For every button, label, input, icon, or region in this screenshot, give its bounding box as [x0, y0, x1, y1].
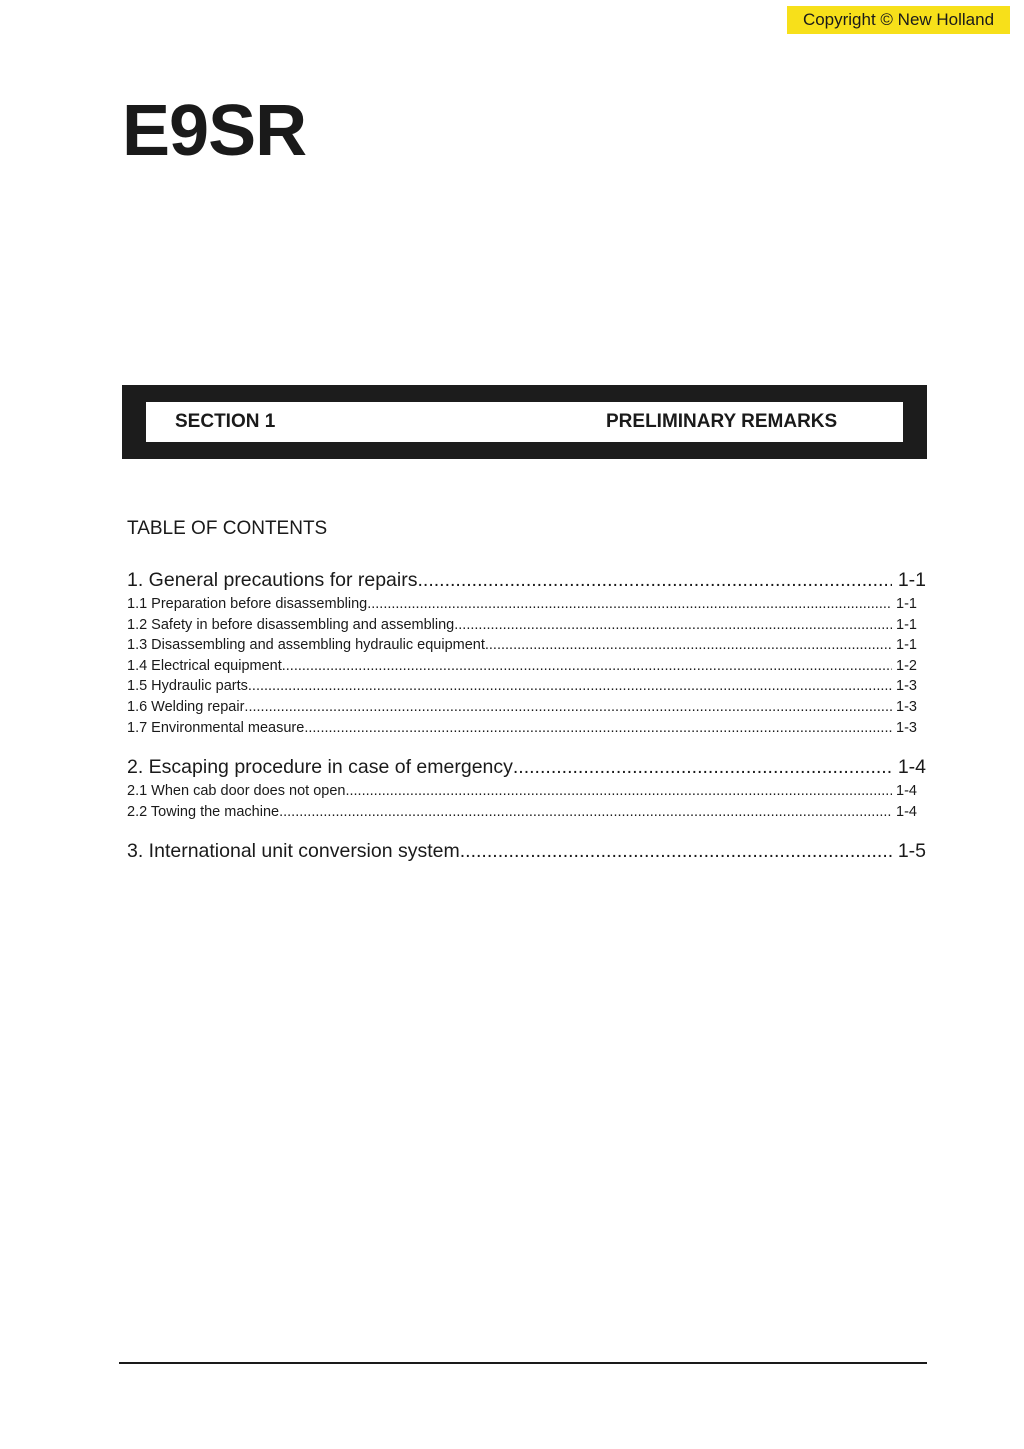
- toc-page-number: 1-1: [896, 637, 917, 654]
- toc-item-row[interactable]: [127, 656, 926, 677]
- section-banner: [122, 385, 927, 459]
- toc-item-row[interactable]: [127, 802, 926, 823]
- toc-leader-dots: [417, 566, 892, 594]
- toc-item-title: 1.5 Hydraulic parts: [127, 678, 248, 695]
- toc-leader-dots: [485, 635, 892, 656]
- toc-page-number: 1-1: [897, 569, 926, 591]
- section-name: PRELIMINARY REMARKS: [606, 411, 838, 432]
- toc-chapter: [127, 753, 926, 822]
- toc-page-number: 1-1: [896, 596, 917, 612]
- toc-item-row[interactable]: [127, 781, 926, 802]
- toc-item-row[interactable]: [127, 676, 926, 697]
- toc-item-row[interactable]: [127, 594, 926, 615]
- toc-leader-dots: [304, 718, 892, 739]
- toc-item-title: 2.2 Towing the machine: [127, 803, 280, 820]
- copyright-badge: Copyright © New Holland: [787, 6, 1010, 34]
- toc-page-number: 1-2: [896, 657, 917, 674]
- toc-item-title: 1.3 Disassembling and assembling hydraulic equipment: [127, 637, 485, 654]
- toc-item-title: 1.1 Preparation before disassembling: [127, 596, 368, 612]
- toc-page-number: 1-4: [897, 756, 926, 779]
- toc-item-title: 1.7 Environmental measure: [127, 719, 305, 736]
- toc-item-title: 2.1 When cab door does not open: [127, 783, 346, 800]
- toc-item-row[interactable]: [127, 635, 926, 656]
- toc-leader-dots: [460, 837, 892, 865]
- toc-leader-dots: [248, 676, 892, 697]
- toc-leader-dots: [454, 615, 892, 636]
- footer-rule: [119, 1362, 927, 1364]
- toc-page-number: 1-4: [896, 783, 917, 800]
- toc-chapter: [127, 566, 926, 738]
- toc-item-row[interactable]: [127, 615, 926, 636]
- toc-page-number: 1-3: [896, 678, 917, 695]
- toc-chapter-row[interactable]: [127, 837, 926, 865]
- toc-chapter-row[interactable]: [127, 566, 926, 594]
- toc-title: TABLE OF CONTENTS: [127, 518, 328, 539]
- toc-page-number: 1-3: [896, 719, 917, 736]
- toc-leader-dots: [244, 697, 892, 718]
- toc-page-number: 1-3: [896, 698, 917, 715]
- toc-chapter-title: 1. General precautions for repairs: [127, 569, 418, 591]
- section-number: SECTION 1: [175, 411, 276, 432]
- toc-page-number: 1-4: [896, 803, 917, 820]
- toc-chapter: [127, 837, 926, 865]
- model-title: E9SR: [122, 91, 307, 171]
- toc-item-title: 1.4 Electrical equipment: [127, 657, 282, 674]
- toc-page-number: 1-1: [896, 616, 917, 633]
- toc-leader-dots: [279, 802, 892, 823]
- toc-chapter-title: 3. International unit conversion system: [127, 840, 460, 863]
- toc-item-row[interactable]: [127, 697, 926, 718]
- table-of-contents: [127, 566, 926, 880]
- toc-item-title: 1.6 Welding repair: [127, 698, 245, 715]
- toc-leader-dots: [345, 781, 892, 802]
- section-banner-inner: [146, 402, 903, 442]
- toc-page-number: 1-5: [897, 840, 926, 863]
- toc-leader-dots: [513, 753, 892, 781]
- toc-leader-dots: [367, 594, 892, 615]
- toc-chapter-row[interactable]: [127, 753, 926, 781]
- toc-item-row[interactable]: [127, 718, 926, 739]
- toc-item-title: 1.2 Safety in before disassembling and assembling: [127, 616, 455, 633]
- toc-chapter-title: 2. Escaping procedure in case of emergency: [127, 756, 513, 779]
- toc-leader-dots: [282, 656, 892, 677]
